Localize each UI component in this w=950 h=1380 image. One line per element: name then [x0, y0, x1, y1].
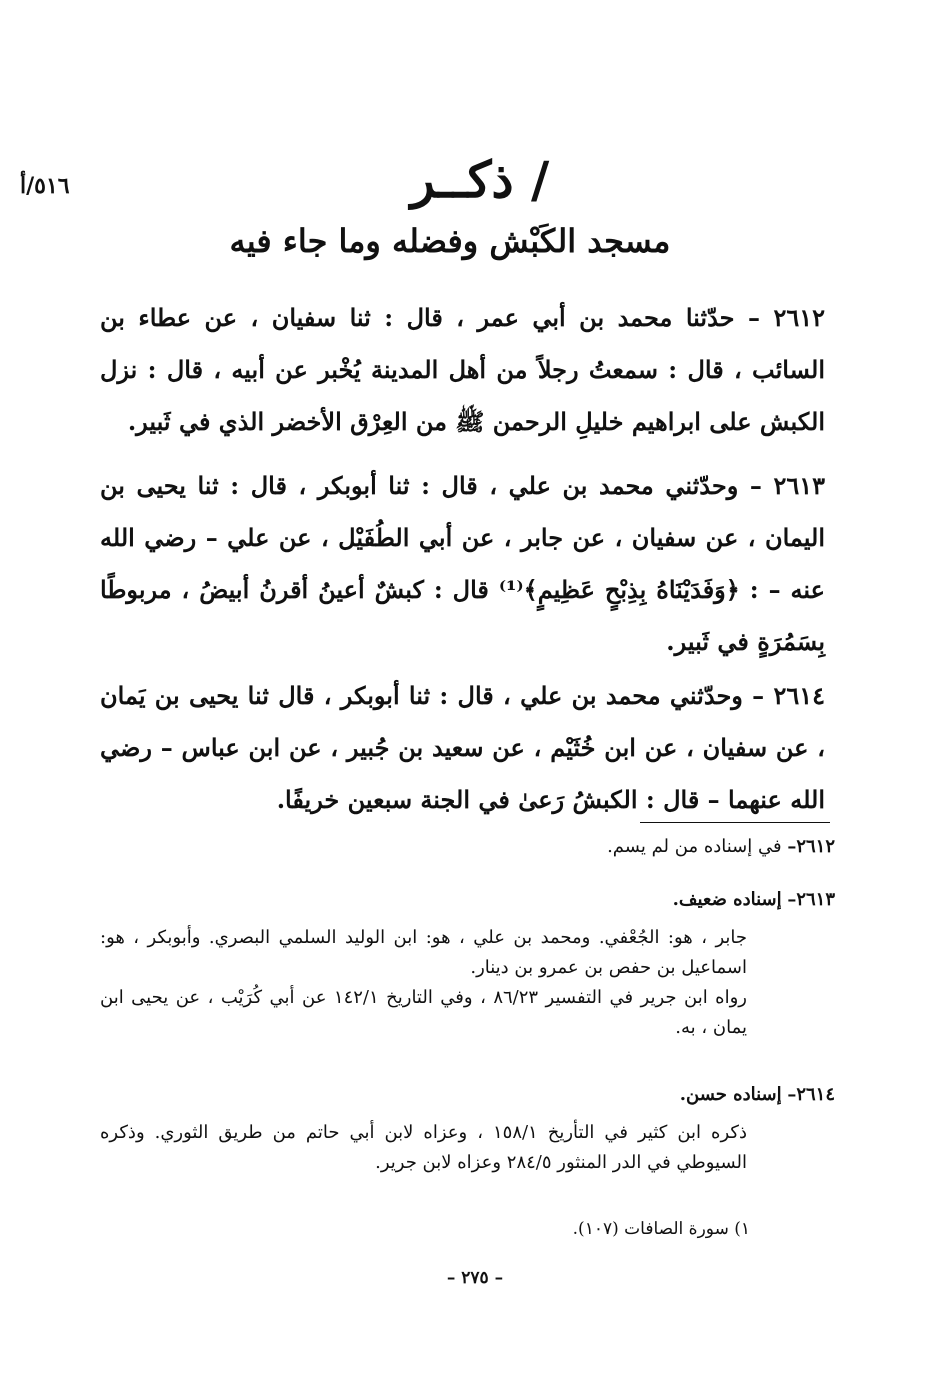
chapter-title: / ذكــر [410, 150, 550, 209]
footnote-head: إسناده حسن. [679, 1084, 782, 1105]
hadith-text: – وحدّثني محمد بن علي ، قال : ثنا أبوبكر ، قال : ثنا يحيى بن اليمان ، عن سفيان ، عن جابر ، عن أبي الطُفَيْل ، عن علي – رضي الله عنه – : ﴿وَفَدَيْنَاهُ بِذِبْحٍ عَظِيمٍ﴾⁽¹⁾ قال : كبشٌ أعينُ أقرنُ أبيضُ ، مربوطًا بِسَمُرَةٍ في ثَبير. [100, 471, 825, 656]
footnote-label: ٢٦١٣– [787, 889, 835, 910]
footnote-line: ذكره ابن كثير في التأريخ ١٥٨/١ ، وعزاه لابن أبي حاتم من طريق الثوري. وذكره السيوطي في الدر المنثور ٢٨٤/٥ وعزاه لابن جرير. [100, 1122, 747, 1173]
footnote-label: ٢٦١٢– [787, 836, 835, 857]
hadith-2613 [100, 460, 825, 668]
hadith-text: – حدّثنا محمد بن أبي عمر ، قال : ثنا سفيان ، عن عطاء بن السائب ، قال : سمعتُ رجلاً من أهل المدينة يُخْبر عن أبيه ، قال : نزل الكبش على ابراهيم خليلِ الرحمن ﷺ من العِرْق الأخضر الذي في ثَبير. [100, 303, 825, 436]
footnote-line: رواه ابن جرير في التفسير ٨٦/٢٣ ، وفي التاريخ ١٤٢/١ عن أبي كُرَيْب ، عن يحيى ابن يمان ، به. [100, 987, 747, 1038]
hadith-2612 [100, 292, 825, 448]
hadith-2614 [100, 670, 825, 826]
hadith-number: ٢٦١٣ [773, 471, 826, 500]
chapter-subtitle: مسجد الكَبْش وفضله وما جاء فيه [229, 222, 671, 260]
hadith-number: ٢٦١٢ [773, 303, 826, 332]
verse-footnote: ١) سورة الصافات (١٠٧). [572, 1219, 750, 1239]
page-number: – ٢٧٥ – [446, 1268, 504, 1288]
footnote-label: ٢٦١٤– [787, 1084, 835, 1105]
footnote-head: إسناده ضعيف. [672, 889, 782, 910]
footnote-line: جابر ، هو: الجُعْفي. ومحمد بن علي ، هو: ابن الوليد السلمي البصري. وأبوبكر ، هو: اسماعيل بن حفص بن عمرو بن دينار. [100, 927, 747, 978]
footnote-head: في إسناده من لم يسم. [607, 836, 782, 857]
hadith-number: ٢٦١٤ [773, 681, 825, 710]
footnote-2612 [100, 832, 835, 862]
hadith-text: – وحدّثني محمد بن علي ، قال : ثنا أبوبكر ، قال ثنا يحيى بن يَمان ، عن سفيان ، عن ابن خُثَيْم ، عن سعيد بن جُبير ، عن ابن عباس – رضي الله عنهما – قال : الكبشُ رَعىٰ في الجنة سبعين خريفًا. [100, 681, 825, 814]
footnote-2613 [100, 885, 835, 1043]
footnote-2614 [100, 1080, 835, 1178]
footnote-divider [640, 822, 830, 823]
manuscript-folio-note: ٥١٦/أ [20, 173, 70, 199]
